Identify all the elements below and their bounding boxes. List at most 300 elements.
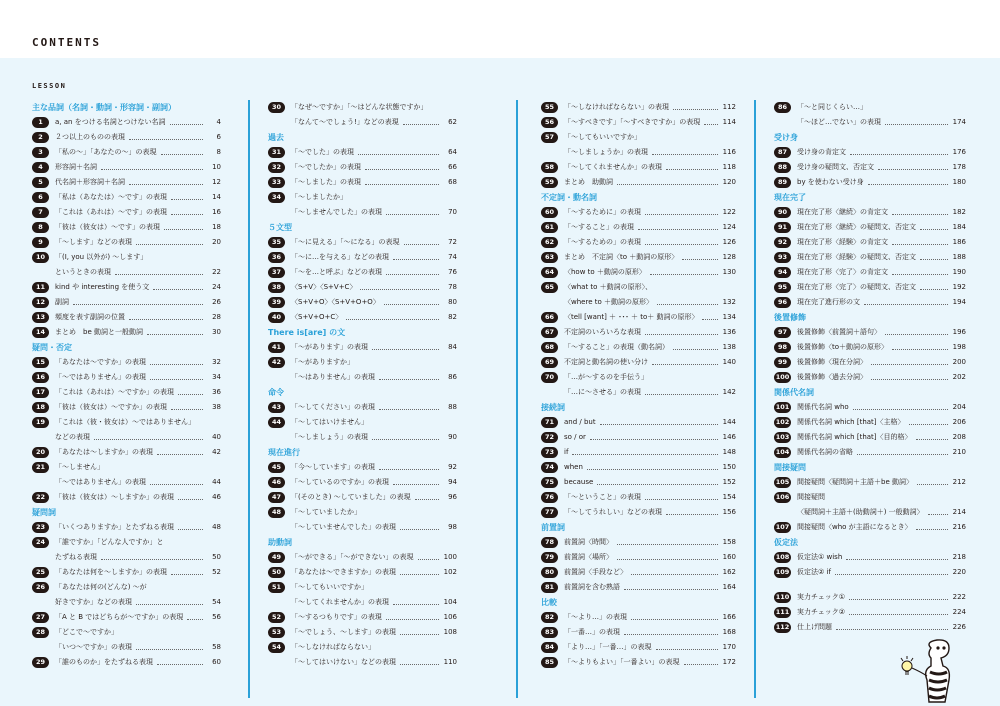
lesson-row[interactable] [774, 505, 966, 520]
page-number: 140 [722, 358, 736, 366]
page-number: 174 [952, 118, 966, 126]
lesson-title: 「〜してうれしい」などの表現 [564, 508, 662, 516]
lesson-number-badge: 18 [32, 402, 49, 413]
lesson-row[interactable] [541, 370, 736, 385]
lesson-row[interactable] [541, 115, 736, 130]
lesson-title: 「〜するために」の表現 [564, 208, 641, 216]
dot-leader [415, 499, 439, 500]
dot-leader [178, 529, 203, 530]
lesson-row[interactable] [774, 475, 966, 490]
page-number: 160 [722, 553, 736, 561]
lesson-row[interactable] [268, 340, 457, 355]
lesson-row[interactable] [541, 265, 736, 280]
dot-leader [136, 244, 203, 245]
lesson-row[interactable] [774, 620, 966, 635]
lesson-number-badge: 69 [541, 357, 558, 368]
lesson-number-badge: 87 [774, 147, 791, 158]
lesson-title: kind や interesting を使う文 [55, 283, 150, 291]
lesson-row[interactable] [774, 355, 966, 370]
page-number: 52 [212, 568, 221, 576]
lesson-title: 〈S+V+O+C〉 [291, 313, 343, 321]
lesson-title: まとめ 不定詞〈to ＋動詞の原形〉 [564, 253, 679, 261]
lesson-title: 「〜すべきです」「〜すべきですか」の表現 [564, 118, 701, 126]
lesson-number-badge: 67 [541, 327, 558, 338]
dot-leader [638, 229, 718, 230]
section-heading: 関係代名詞 [774, 388, 814, 397]
lesson-row[interactable] [774, 370, 966, 385]
lesson-title: 「一番…」の表現 [564, 628, 620, 636]
lesson-row[interactable] [268, 235, 457, 250]
lesson-row[interactable] [32, 145, 221, 160]
lesson-row[interactable] [268, 460, 457, 475]
lesson-row[interactable] [32, 430, 221, 445]
lesson-title: 「〜してもいいですか」 [291, 583, 368, 591]
lesson-row[interactable] [32, 115, 221, 130]
lesson-row[interactable] [32, 625, 221, 640]
lesson-number-badge: 79 [541, 552, 558, 563]
page-number: 78 [448, 283, 457, 291]
lesson-row[interactable] [268, 205, 457, 220]
page-number: 94 [448, 478, 457, 486]
lesson-row[interactable] [268, 475, 457, 490]
lesson-row[interactable] [268, 490, 457, 505]
lesson-title: 実力チェック① [797, 593, 846, 601]
lesson-row[interactable] [541, 445, 736, 460]
lesson-number-badge: 94 [774, 267, 791, 278]
dot-leader [153, 289, 203, 290]
lesson-row[interactable] [32, 280, 221, 295]
lesson-number-badge: 35 [268, 237, 285, 248]
lesson-row[interactable] [32, 310, 221, 325]
lesson-row[interactable] [268, 145, 457, 160]
lesson-row[interactable] [541, 235, 736, 250]
lesson-title: 「A と B ではどちらが〜ですか」の表現 [55, 613, 184, 621]
lesson-number-badge [268, 522, 285, 533]
lesson-number-badge: 42 [268, 357, 285, 368]
page-number: 106 [443, 613, 457, 621]
lesson-row[interactable] [32, 580, 221, 595]
lesson-row[interactable] [268, 610, 457, 625]
lesson-title: because [564, 478, 594, 486]
lesson-row[interactable] [541, 355, 736, 370]
dot-leader [868, 184, 948, 185]
lesson-row[interactable] [268, 310, 457, 325]
page-number: 130 [722, 268, 736, 276]
lesson-number-badge: 38 [268, 282, 285, 293]
lesson-title: 「(そのとき) 〜していました」の表現 [291, 493, 411, 501]
lesson-row[interactable] [541, 415, 736, 430]
lesson-title: 前置詞〈場所〉 [564, 553, 613, 561]
dot-leader [853, 409, 948, 410]
page-number: 24 [212, 283, 221, 291]
dot-leader [587, 469, 718, 470]
lesson-number-badge: 102 [775, 418, 790, 426]
section-heading: 疑問・否定 [32, 343, 72, 352]
page-number: 126 [722, 238, 736, 246]
lesson-row[interactable] [541, 340, 736, 355]
page-number: 170 [722, 643, 736, 651]
lesson-row[interactable] [541, 475, 736, 490]
dot-leader [892, 214, 948, 215]
lesson-title: 「〜に…を与える」などの表現 [291, 253, 389, 261]
lesson-number-badge [541, 147, 558, 158]
lesson-row[interactable] [774, 280, 966, 295]
dot-leader [617, 184, 718, 185]
lesson-row[interactable] [541, 250, 736, 265]
lesson-number-badge: 16 [32, 372, 49, 383]
dot-leader [372, 349, 439, 350]
page-number: 32 [212, 358, 221, 366]
lesson-row[interactable] [268, 160, 457, 175]
dot-leader [157, 454, 203, 455]
lesson-title: 〈tell [want] ＋ ･･･ ＋ to＋ 動詞の原形〉 [564, 313, 699, 321]
lesson-row[interactable] [774, 490, 966, 505]
page-number: 184 [952, 223, 966, 231]
lesson-title: 「〜しなければならない」 [291, 643, 375, 651]
page-number: 72 [448, 238, 457, 246]
lesson-row[interactable] [774, 340, 966, 355]
lesson-number-badge: 105 [775, 478, 790, 486]
lesson-title: などの表現 [55, 433, 90, 441]
lesson-row[interactable] [268, 550, 457, 565]
lesson-number-badge: 99 [774, 357, 791, 368]
lesson-title: so / or [564, 433, 586, 441]
lesson-title: 〈S+V+O〉〈S+V+O+O〉 [291, 298, 380, 306]
contents-panel [0, 58, 1000, 706]
lesson-row[interactable] [541, 490, 736, 505]
lesson-row[interactable] [774, 400, 966, 415]
lesson-row[interactable] [268, 505, 457, 520]
lesson-row[interactable] [268, 655, 457, 670]
lesson-row[interactable] [774, 100, 966, 115]
lesson-row[interactable] [774, 565, 966, 580]
lesson-row[interactable] [268, 640, 457, 655]
lesson-title: 「なぜ〜ですか」「〜はどんな状態ですか」 [291, 103, 428, 111]
lesson-row[interactable] [541, 310, 736, 325]
lesson-title: 「〜でしたか」の表現 [291, 163, 361, 171]
lesson-row[interactable] [541, 640, 736, 655]
lesson-row[interactable] [774, 160, 966, 175]
lesson-row[interactable] [32, 370, 221, 385]
lesson-number-badge: 19 [32, 417, 49, 428]
dot-leader [384, 304, 439, 305]
page-number: 10 [212, 163, 221, 171]
page-number: 16 [212, 208, 221, 216]
dot-leader [168, 544, 204, 545]
lesson-number-badge: 13 [32, 312, 49, 323]
lesson-row[interactable] [774, 115, 966, 130]
lesson-title: 関係代名詞 which [that]〈目的格〉 [797, 433, 912, 441]
lesson-number-badge: 39 [268, 297, 285, 308]
lesson-row[interactable] [541, 550, 736, 565]
lesson-row[interactable] [774, 415, 966, 430]
section-heading: There is[are] の文 [268, 328, 346, 337]
lesson-number-badge: 74 [541, 462, 558, 473]
lesson-row[interactable] [32, 265, 221, 280]
lesson-row[interactable] [32, 565, 221, 580]
lesson-number-badge: 43 [268, 402, 285, 413]
lesson-number-badge: 103 [775, 433, 790, 441]
lesson-row[interactable] [268, 430, 457, 445]
section-heading: 主な品詞（名詞・動詞・形容詞・副詞） [32, 103, 176, 112]
page-number: 220 [952, 568, 966, 576]
lesson-title: 〈what to ＋動詞の原形〉、 [564, 283, 653, 291]
dot-leader [652, 154, 718, 155]
lesson-row[interactable] [541, 130, 736, 145]
lesson-number-badge [541, 387, 558, 398]
lesson-row[interactable] [774, 445, 966, 460]
page-number: 146 [722, 433, 736, 441]
lesson-title: 「彼は（彼女は）〜しますか」の表現 [55, 493, 174, 501]
lesson-row[interactable] [32, 400, 221, 415]
lesson-row[interactable] [541, 160, 736, 175]
lesson-row[interactable] [268, 190, 457, 205]
lesson-title: 「〜しませんでした」の表現 [291, 208, 382, 216]
lesson-number-badge: 64 [541, 267, 558, 278]
page-number: 182 [952, 208, 966, 216]
lesson-row[interactable] [541, 100, 736, 115]
lesson-title: 「これは（あれは）〜ですか」の表現 [55, 388, 174, 396]
lesson-row[interactable] [774, 520, 966, 535]
column-divider [248, 100, 250, 698]
lesson-row[interactable] [32, 250, 221, 265]
lesson-title: 「〜してはいけない」などの表現 [291, 658, 396, 666]
page-number: 70 [448, 208, 457, 216]
lesson-row[interactable] [774, 590, 966, 605]
lesson-row[interactable] [541, 205, 736, 220]
lesson-row[interactable] [32, 595, 221, 610]
lesson-title: 「〜していましたか」 [291, 508, 361, 516]
dot-leader [400, 664, 439, 665]
lesson-title: まとめ be 動詞と一般動詞 [55, 328, 143, 336]
lesson-row[interactable] [541, 655, 736, 670]
lesson-title: 「〜してくれませんか」の表現 [564, 163, 662, 171]
lesson-row[interactable] [32, 385, 221, 400]
lesson-title: 現在完了形〈完了〉の肯定文 [797, 268, 888, 276]
lesson-title: 現在完了形〈継続〉の肯定文 [797, 208, 888, 216]
page-number: 196 [952, 328, 966, 336]
lesson-title: 〈where to ＋動詞の原形〉 [564, 298, 653, 306]
section-heading: 疑問詞 [32, 508, 56, 517]
lesson-row[interactable] [32, 610, 221, 625]
lesson-row[interactable] [32, 460, 221, 475]
lesson-number-badge: 46 [268, 477, 285, 488]
lesson-row[interactable] [541, 535, 736, 550]
dot-leader [673, 109, 718, 110]
lesson-row[interactable] [32, 490, 221, 505]
lesson-row[interactable] [268, 595, 457, 610]
page-number: 80 [448, 298, 457, 306]
lesson-row[interactable] [541, 505, 736, 520]
lesson-row[interactable] [541, 460, 736, 475]
lesson-row[interactable] [541, 625, 736, 640]
lesson-row[interactable] [32, 640, 221, 655]
lesson-title: 「〜してください」の表現 [291, 403, 375, 411]
lesson-row[interactable] [32, 160, 221, 175]
lesson-number-badge: 77 [541, 507, 558, 518]
lesson-row[interactable] [541, 175, 736, 190]
lesson-title: 後置修飾〈現在分詞〉 [797, 358, 867, 366]
lesson-number-badge: 70 [541, 372, 558, 383]
lesson-title: 実力チェック② [797, 608, 846, 616]
dot-leader [645, 394, 718, 395]
lesson-row[interactable] [774, 265, 966, 280]
dot-leader [871, 364, 948, 365]
lesson-row[interactable] [268, 175, 457, 190]
lesson-row[interactable] [32, 475, 221, 490]
dot-leader [857, 454, 948, 455]
lesson-title: 「〜より…」の表現 [564, 613, 627, 621]
lesson-row[interactable] [541, 610, 736, 625]
lesson-row[interactable] [32, 535, 221, 550]
lesson-row[interactable] [32, 355, 221, 370]
lesson-row[interactable] [268, 250, 457, 265]
page-number: 154 [722, 493, 736, 501]
lesson-row[interactable] [774, 430, 966, 445]
lesson-title: ２つ以上のものの表現 [55, 133, 125, 141]
lesson-title: 「〜ではありません」の表現 [55, 478, 146, 486]
dot-leader [379, 409, 439, 410]
dot-leader [645, 244, 718, 245]
page-number: 46 [212, 493, 221, 501]
dot-leader [171, 214, 203, 215]
lesson-row[interactable] [774, 175, 966, 190]
dot-leader [835, 574, 948, 575]
lesson-row[interactable] [32, 205, 221, 220]
lesson-number-badge [32, 432, 49, 443]
lesson-row[interactable] [268, 580, 457, 595]
lesson-title: 「〜はありません」の表現 [291, 373, 375, 381]
lesson-row[interactable] [541, 325, 736, 340]
lesson-number-badge: 78 [541, 537, 558, 548]
lesson-row[interactable] [32, 520, 221, 535]
lesson-title: 受け身の疑問文、否定文 [797, 163, 874, 171]
dot-leader [850, 154, 948, 155]
lesson-row[interactable] [268, 565, 457, 580]
lesson-number-badge: 65 [541, 282, 558, 293]
dot-leader [432, 109, 440, 110]
lesson-row[interactable] [32, 550, 221, 565]
lesson-number-badge [774, 507, 791, 518]
spacer [774, 580, 966, 590]
lesson-row[interactable] [774, 205, 966, 220]
lesson-title: if [564, 448, 569, 456]
lesson-row[interactable] [32, 130, 221, 145]
lesson-title: 〈S+V〉〈S+V+C〉 [291, 283, 357, 291]
lesson-row[interactable] [268, 625, 457, 640]
lesson-row[interactable] [268, 265, 457, 280]
dot-leader [150, 364, 203, 365]
section-heading: 間接疑問 [774, 463, 806, 472]
lesson-number-badge: 62 [541, 237, 558, 248]
page-number: 186 [952, 238, 966, 246]
lesson-row[interactable] [268, 280, 457, 295]
dot-leader [386, 214, 439, 215]
dot-leader [129, 319, 203, 320]
lesson-row[interactable] [541, 220, 736, 235]
page-number: 188 [952, 253, 966, 261]
lesson-title: 「あなたは〜しますか」の表現 [55, 448, 153, 456]
lesson-row[interactable] [774, 325, 966, 340]
lesson-row[interactable] [268, 400, 457, 415]
lesson-row[interactable] [541, 580, 736, 595]
lesson-title: 「〜があります」の表現 [291, 343, 368, 351]
lesson-title: 代名詞＋形容詞＋名詞 [55, 178, 125, 186]
lesson-row[interactable] [541, 295, 736, 310]
lesson-row[interactable] [32, 235, 221, 250]
lesson-number-badge: 83 [541, 627, 558, 638]
lesson-row[interactable] [774, 220, 966, 235]
lesson-row[interactable] [774, 605, 966, 620]
dot-leader [920, 229, 948, 230]
lesson-row[interactable] [268, 295, 457, 310]
lesson-row[interactable] [541, 385, 736, 400]
lesson-row[interactable] [32, 325, 221, 340]
dot-leader [871, 379, 948, 380]
lesson-number-badge: 108 [775, 553, 790, 561]
dot-leader [928, 514, 948, 515]
lesson-row[interactable] [32, 190, 221, 205]
dot-leader [656, 649, 719, 650]
lesson-row[interactable] [32, 445, 221, 460]
lesson-row[interactable] [268, 370, 457, 385]
dot-leader [878, 169, 948, 170]
lesson-row[interactable] [268, 355, 457, 370]
page-number: 76 [448, 268, 457, 276]
lesson-number-badge [268, 372, 285, 383]
lesson-row[interactable] [32, 295, 221, 310]
lesson-title: 間接疑問 [797, 493, 825, 501]
lesson-row[interactable] [32, 220, 221, 235]
lesson-title: 〈疑問詞＋主語＋(助動詞＋) 一般動詞〉 [797, 508, 924, 516]
page-number: 122 [722, 208, 736, 216]
column-3 [541, 100, 736, 670]
lesson-row[interactable] [268, 520, 457, 535]
lesson-title: 「〜するつもりです」の表現 [291, 613, 382, 621]
page-number: 96 [448, 493, 457, 501]
page-number: 148 [722, 448, 736, 456]
lesson-row[interactable] [32, 175, 221, 190]
page-number: 168 [722, 628, 736, 636]
dot-leader [617, 544, 718, 545]
dot-leader [829, 499, 948, 500]
dot-leader [122, 634, 203, 635]
lesson-row[interactable] [268, 115, 457, 130]
lesson-row[interactable] [541, 145, 736, 160]
lesson-title: 「今〜しています」の表現 [291, 463, 375, 471]
lesson-row[interactable] [268, 415, 457, 430]
lesson-number-badge: 34 [268, 192, 285, 203]
lesson-row[interactable] [32, 655, 221, 670]
dot-leader [666, 514, 718, 515]
lesson-row[interactable] [541, 280, 736, 295]
lesson-row[interactable] [774, 235, 966, 250]
lesson-row[interactable] [774, 550, 966, 565]
lesson-row[interactable] [32, 415, 221, 430]
dot-leader [645, 499, 718, 500]
page-number: 108 [443, 628, 457, 636]
lesson-row[interactable] [774, 250, 966, 265]
lesson-title: 「あなたは何を〜しますか」の表現 [55, 568, 167, 576]
lesson-row[interactable] [774, 145, 966, 160]
lesson-row[interactable] [774, 295, 966, 310]
lesson-row[interactable] [541, 430, 736, 445]
lesson-row[interactable] [268, 100, 457, 115]
dot-leader [624, 634, 718, 635]
dot-leader [170, 124, 203, 125]
lesson-row[interactable] [541, 565, 736, 580]
lesson-title: まとめ 助動詞 [564, 178, 613, 186]
